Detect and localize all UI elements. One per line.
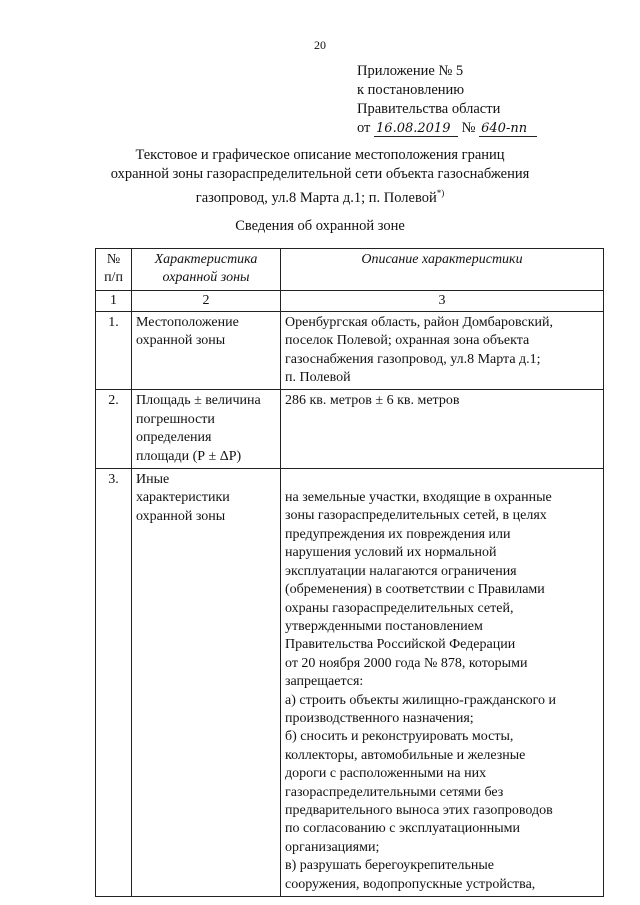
row-characteristic: [132, 469, 281, 897]
header-col2: [132, 249, 281, 291]
description-line: дороги с расположенными на них: [285, 766, 487, 782]
description-line: запрещается:: [285, 674, 364, 690]
description-line: организациями;: [285, 839, 380, 855]
row-characteristic: [132, 390, 281, 469]
description-line: нарушения условий их нормальной: [285, 545, 497, 561]
description-line: 286 кв. метров ± 6 кв. метров: [285, 393, 460, 409]
description-line: зоны газораспределительных сетей, в целях: [285, 508, 547, 524]
header-line: Описание характеристики: [361, 252, 523, 267]
header-col3: [281, 249, 604, 291]
row-number: 1.: [96, 311, 132, 390]
characteristic-line: площади (Р ± ΔР): [136, 448, 242, 464]
table-row: [96, 390, 604, 469]
title-line1: Текстовое и графическое описание местоположения границ: [135, 147, 505, 163]
header-col1: [96, 249, 132, 291]
description-line: от 20 ноября 2000 года № 878, которыми: [285, 655, 528, 671]
column-number: 1: [96, 290, 132, 311]
description-line: Правительства Российской Федерации: [285, 637, 516, 653]
page-number: 20: [314, 38, 326, 52]
title-line3: газопровод, ул.8 Марта д.1; п. Полевой*): [195, 188, 445, 206]
description-line: утвержденными постановлением: [285, 618, 483, 634]
footnote-mark: *): [436, 188, 445, 198]
appendix-line1: Приложение № 5: [357, 63, 464, 79]
characteristic-line: характеристики: [136, 490, 230, 506]
date-prefix: от: [357, 120, 371, 136]
description-line: Оренбургская область, район Домбаровский,: [285, 314, 554, 330]
appendix-block: [357, 62, 537, 138]
row-description: [281, 311, 604, 390]
section-subtitle: Сведения об охранной зоне: [235, 218, 405, 234]
table-row: [96, 311, 604, 390]
row-number: 2.: [96, 390, 132, 469]
description-line: на земельные участки, входящие в охранные: [285, 490, 552, 506]
description-line: в) разрушать берегоукрепительные: [285, 858, 495, 874]
document-title: [0, 146, 640, 208]
description-line: газоснабжения газопровод, ул.8 Марта д.1;: [285, 351, 541, 367]
description-line: предварительного выноса этих газопроводов: [285, 802, 553, 818]
header-line: п/п: [104, 270, 123, 286]
description-line: эксплуатации налагаются ограничения: [285, 563, 517, 579]
row-description: [281, 469, 604, 897]
handwritten-date: 16.08.2019: [374, 122, 458, 137]
column-number: 2: [132, 290, 281, 311]
number-prefix: №: [461, 120, 476, 136]
description-line: газораспределительными сетями без: [285, 784, 504, 800]
column-number-row: [96, 290, 604, 311]
characteristic-line: определения: [136, 430, 212, 446]
characteristic-line: Местоположение: [136, 314, 239, 330]
column-number: 3: [281, 290, 604, 311]
title-line2: охранной зоны газораспределительной сети объекта газоснабжения: [110, 166, 530, 182]
header-line: Характеристика: [154, 252, 258, 267]
characteristic-line: охранной зоны: [136, 333, 226, 349]
header-line: №: [106, 252, 121, 267]
zone-info-table: [95, 248, 604, 897]
row-characteristic: [132, 311, 281, 390]
description-line: п. Полевой: [285, 370, 351, 386]
characteristic-line: Площадь ± величина: [136, 393, 261, 409]
row-description: [281, 390, 604, 469]
description-line: предупреждения их повреждения или: [285, 526, 511, 542]
description-line: б) сносить и реконструировать мосты,: [285, 729, 514, 745]
description-line: коллекторы, автомобильные и железные: [285, 747, 526, 763]
description-line: а) строить объекты жилищно-гражданского и: [285, 692, 556, 708]
row-number: 3.: [96, 469, 132, 897]
header-line: охранной зоны: [162, 270, 250, 286]
characteristic-line: охранной зоны: [136, 508, 226, 524]
description-line: поселок Полевой; охранная зона объекта: [285, 333, 530, 349]
characteristic-line: погрешности: [136, 411, 215, 427]
appendix-line3: Правительства области: [357, 101, 501, 117]
description-line: сооружения, водопропускные устройства,: [285, 876, 536, 892]
description-line: (обременения) в соответствии с Правилами: [285, 582, 545, 598]
appendix-line2: к постановлению: [357, 82, 465, 98]
appendix-date-line: [357, 119, 537, 138]
table-header-row: [96, 249, 604, 291]
table-row: [96, 469, 604, 897]
description-line: охраны газораспределительных сетей,: [285, 600, 514, 616]
handwritten-number: 640-пп: [479, 122, 537, 137]
description-line: производственного назначения;: [285, 710, 474, 726]
description-line: по согласованию с эксплуатационными: [285, 821, 520, 837]
characteristic-line: Иные: [136, 472, 170, 488]
